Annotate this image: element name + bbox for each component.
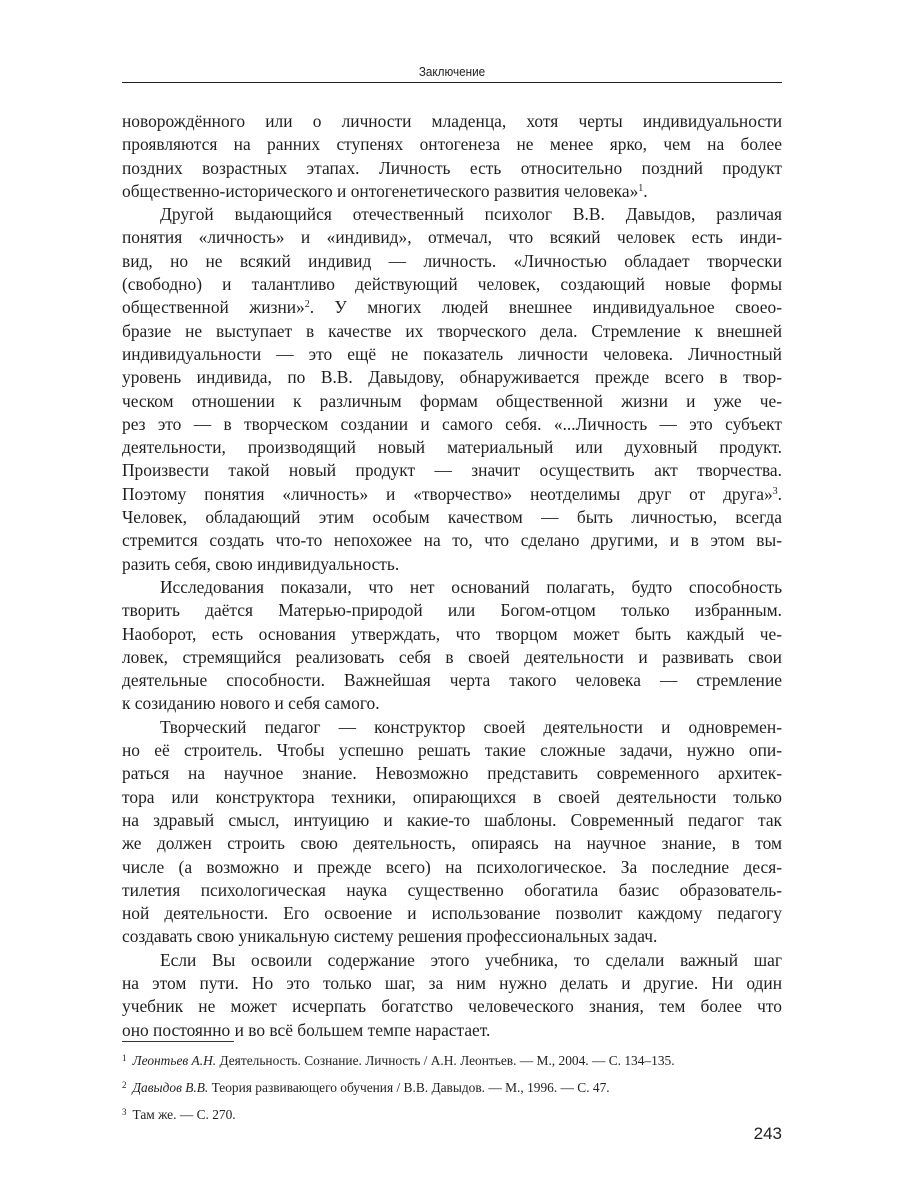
running-head-title: Заключение xyxy=(418,64,486,79)
footnote-separator xyxy=(122,1041,234,1042)
text-line: уровень индивида, по В.В. Давыдову, обнаруживается прежде всего в твор- xyxy=(122,367,782,388)
paragraph-5 xyxy=(122,949,782,1042)
footnote-text: Там же. — С. 270. xyxy=(132,1107,236,1122)
text-line: Другой выдающийся отечественный психолог В.В. Давыдов, различая xyxy=(160,204,782,225)
text-line: Если Вы освоили содержание этого учебника, то сделали важный шаг xyxy=(160,949,782,970)
text-line xyxy=(122,180,782,203)
text-line: деятельные способности. Важнейшая черта такого человека — стремление xyxy=(122,670,782,691)
footnote-ref-1[interactable]: 1 xyxy=(638,182,644,194)
text-line: деятельности, производящий новый материальный или духовный продукт. xyxy=(122,437,782,458)
footnote-text: Теория развивающего обучения / В.В. Давыдов. — М., 1996. — С. 47. xyxy=(208,1080,610,1095)
text-line: но её строитель. Чтобы успешно решать такие сложные задачи, нужно опи- xyxy=(122,740,782,761)
footnote-author: Давыдов В.В. xyxy=(132,1080,209,1095)
text-line: Наоборот, есть основания утверждать, что творцом может быть каждый че- xyxy=(122,623,782,644)
text-line: оно постоянно и во всё большем темпе нарастает. xyxy=(122,1019,491,1040)
text-line: новорождённого или о личности младенца, хотя черты индивидуальности xyxy=(122,111,782,131)
text-line: ловек, стремящийся реализовать себя в своей деятельности и развивать свои xyxy=(122,646,782,667)
text-line: понятия «личность» и «индивид», отмечал, что всякий человек есть инди- xyxy=(122,227,782,248)
text-line: тора или конструктора техники, опирающихся в своей деятельности только xyxy=(122,786,782,807)
header-rule xyxy=(122,82,782,83)
footnote-text: Деятельность. Сознание. Личность / А.Н. Леонтьев. — М., 2004. — С. 134–135. xyxy=(216,1053,675,1068)
text-line: Человек, обладающий этим особым качеством — быть личностью, всегда xyxy=(122,507,782,528)
text-line: же должен строить свою деятельность, опираясь на научное знание, в том xyxy=(122,833,782,854)
text-line: ческом отношении к различным формам общественной жизни и уже че- xyxy=(122,390,782,411)
text-line: Исследования показали, что нет оснований полагать, будто способность xyxy=(160,576,782,597)
footnote-3 xyxy=(122,1100,782,1127)
page-number: 243 xyxy=(753,1124,782,1143)
text-fragment: общественной жизни» xyxy=(122,297,305,318)
text-line: на здравый смысл, интуицию и какие-то шаблоны. Современный педагог так xyxy=(122,809,782,830)
text-fragment: общественно-исторического и онтогенетического развития человека» xyxy=(122,180,639,201)
text-line: числе (а возможно и прежде всего) на психологическое. За последние деся- xyxy=(122,856,782,877)
text-line: разить себя, свою индивидуальность. xyxy=(122,553,400,574)
text-line: поздних возрастных этапах. Личность есть относительно поздний продукт xyxy=(122,157,782,178)
text-line: вид, но не всякий индивид — личность. «Личностью обладает творчески xyxy=(122,250,782,271)
text-line: Произвести такой новый продукт — значит осуществить акт творчества. xyxy=(122,460,782,481)
text-line xyxy=(122,483,782,506)
text-line: рез это — в творческом создании и самого себя. «...Личность — это субъект xyxy=(122,413,782,434)
text-line xyxy=(122,296,782,319)
text-line: проявляются на ранних ступенях онтогенеза не менее ярко, чем на более xyxy=(122,134,782,155)
footnote-ref-2[interactable]: 2 xyxy=(304,299,310,311)
text-line: на этом пути. Но это только шаг, за ним нужно делать и другие. Ни один xyxy=(122,972,782,993)
text-line: к созиданию нового и себя самого. xyxy=(122,693,380,714)
footnote-1 xyxy=(122,1046,782,1073)
footnote-number: 2 xyxy=(122,1080,127,1090)
text-line: стремится создать что-то непохожее на то, что сделано другими, и в этом вы- xyxy=(122,530,782,551)
footnote-ref-3[interactable]: 3 xyxy=(772,485,778,497)
paragraph-2 xyxy=(122,203,782,576)
text-line: ной деятельности. Его освоение и использование позволит каждому педагогу xyxy=(122,903,782,924)
text-fragment: . У многих людей внешнее индивидуальное своео- xyxy=(309,297,782,318)
paragraph-3 xyxy=(122,576,782,716)
text-line: раться на научное знание. Невозможно представить современного архитек- xyxy=(122,763,782,784)
text-line: бразие не выступает в качестве их творческого дела. Стремление к внешней xyxy=(122,320,782,341)
text-fragment: Поэтому понятия «личность» и «творчество» неотделимы друг от друга» xyxy=(122,483,773,504)
text-fragment: . xyxy=(643,180,648,201)
text-line: творить даётся Матерью-природой или Богом-отцом только избранным. xyxy=(122,600,782,621)
text-fragment: . xyxy=(777,483,782,504)
text-line: тилетия психологическая наука существенно обогатила базис образователь- xyxy=(122,879,782,900)
text-line: учебник не может исчерпать богатство человеческого знания, тем более что xyxy=(122,996,782,1017)
paragraph-4 xyxy=(122,716,782,949)
footnote-number: 1 xyxy=(122,1053,127,1063)
paragraph-1 xyxy=(122,110,782,203)
footnotes xyxy=(122,1046,782,1127)
text-line: Творческий педагог — конструктор своей деятельности и одновремен- xyxy=(160,716,782,737)
footnote-author: Леонтьев А.Н. xyxy=(132,1053,217,1068)
footnote-number: 3 xyxy=(122,1107,127,1117)
text-line: создавать свою уникальную систему решения профессиональных задач. xyxy=(122,926,658,947)
footnote-2 xyxy=(122,1073,782,1100)
text-line: индивидуальности — это ещё не показатель личности человека. Личностный xyxy=(122,343,782,364)
body-text xyxy=(122,110,782,1042)
text-line: (свободно) и талантливо действующий человек, создающий новые формы xyxy=(122,274,782,295)
